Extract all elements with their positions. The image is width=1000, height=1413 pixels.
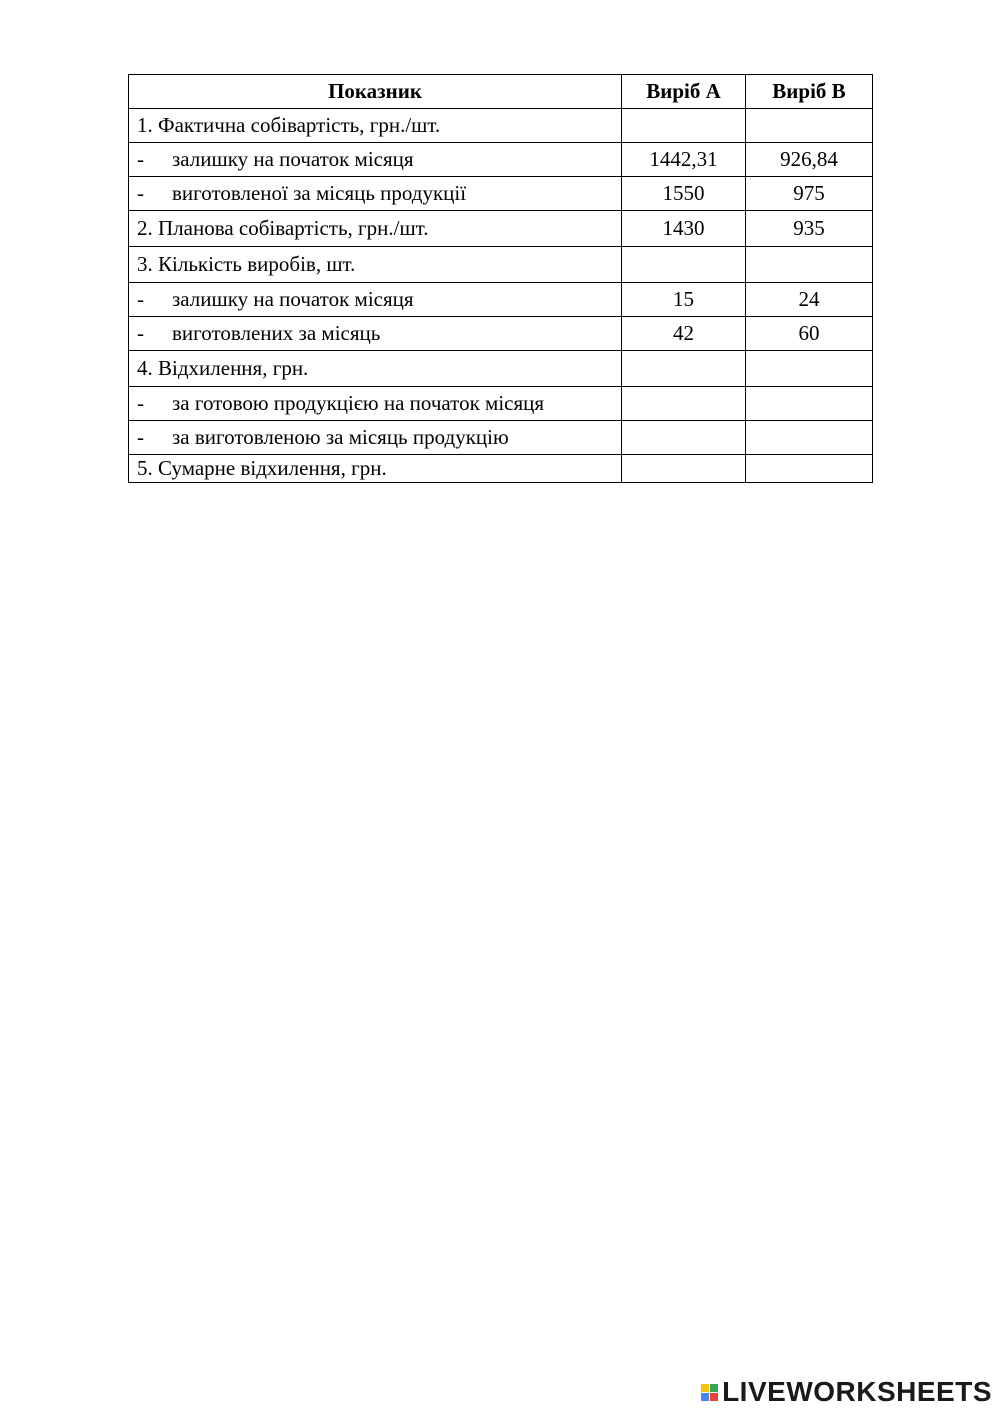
value-product-a: 1430 <box>622 211 746 247</box>
row-dash: - <box>137 425 144 449</box>
value-product-a: 42 <box>622 317 746 351</box>
value-product-b: 60 <box>746 317 873 351</box>
row-label <box>129 283 622 317</box>
row-dash: - <box>137 287 144 311</box>
header-product-a: Виріб А <box>622 75 746 109</box>
row-label <box>129 109 622 143</box>
logo-square <box>710 1393 718 1401</box>
row-label-text: залишку на початок місяця <box>172 287 414 311</box>
row-label-text: 5. Сумарне відхилення, грн. <box>137 456 387 480</box>
worksheet-table <box>128 74 873 483</box>
row-dash: - <box>137 391 144 415</box>
row-label-text: 1. Фактична собівартість, грн./шт. <box>137 113 441 137</box>
table-header-row <box>129 75 873 109</box>
logo-square <box>710 1384 718 1392</box>
table-row <box>129 455 873 483</box>
brand-name: LIVEWORKSHEETS <box>722 1376 992 1407</box>
value-product-b[interactable] <box>746 387 873 421</box>
table-row <box>129 421 873 455</box>
table-row <box>129 283 873 317</box>
row-label-text: 4. Відхилення, грн. <box>137 356 309 380</box>
value-product-a[interactable] <box>622 387 746 421</box>
value-product-b[interactable] <box>746 351 873 387</box>
row-label-text: виготовлених за місяць <box>172 321 381 345</box>
value-product-b: 926,84 <box>746 143 873 177</box>
row-label <box>129 421 622 455</box>
row-label <box>129 247 622 283</box>
table-row <box>129 247 873 283</box>
row-label-text: 3. Кількість виробів, шт. <box>137 252 356 276</box>
value-product-a[interactable] <box>622 351 746 387</box>
value-product-b[interactable] <box>746 455 873 483</box>
row-label <box>129 455 622 483</box>
value-product-b: 24 <box>746 283 873 317</box>
table-row <box>129 317 873 351</box>
row-label-text: 2. Планова собівартість, грн./шт. <box>137 216 429 240</box>
value-product-b: 935 <box>746 211 873 247</box>
value-product-b: 975 <box>746 177 873 211</box>
row-dash: - <box>137 147 144 171</box>
logo-square <box>701 1384 709 1392</box>
row-label <box>129 211 622 247</box>
row-label-text: виготовленої за місяць продукції <box>172 181 467 205</box>
header-product-b: Виріб В <box>746 75 873 109</box>
row-dash: - <box>137 321 144 345</box>
value-product-a: 15 <box>622 283 746 317</box>
value-product-a[interactable] <box>622 455 746 483</box>
value-product-a[interactable] <box>622 247 746 283</box>
row-label-text: за готовою продукцією на початок місяця <box>172 391 545 415</box>
value-product-a: 1442,31 <box>622 143 746 177</box>
liveworksheets-logo-icon <box>701 1384 718 1401</box>
value-product-b[interactable] <box>746 109 873 143</box>
table-row <box>129 177 873 211</box>
value-product-a: 1550 <box>622 177 746 211</box>
row-label <box>129 387 622 421</box>
value-product-a[interactable] <box>622 421 746 455</box>
row-label-text: залишку на початок місяця <box>172 147 414 171</box>
value-product-a[interactable] <box>622 109 746 143</box>
row-label <box>129 177 622 211</box>
value-product-b[interactable] <box>746 421 873 455</box>
table-row <box>129 387 873 421</box>
table-row <box>129 211 873 247</box>
table-row <box>129 109 873 143</box>
table-row <box>129 351 873 387</box>
row-label <box>129 143 622 177</box>
row-dash: - <box>137 181 144 205</box>
row-label <box>129 317 622 351</box>
table-row <box>129 143 873 177</box>
value-product-b[interactable] <box>746 247 873 283</box>
header-indicator: Показник <box>129 75 622 109</box>
liveworksheets-brand <box>701 1375 992 1409</box>
row-label <box>129 351 622 387</box>
logo-square <box>701 1393 709 1401</box>
row-label-text: за виготовленою за місяць продукцію <box>172 425 509 449</box>
